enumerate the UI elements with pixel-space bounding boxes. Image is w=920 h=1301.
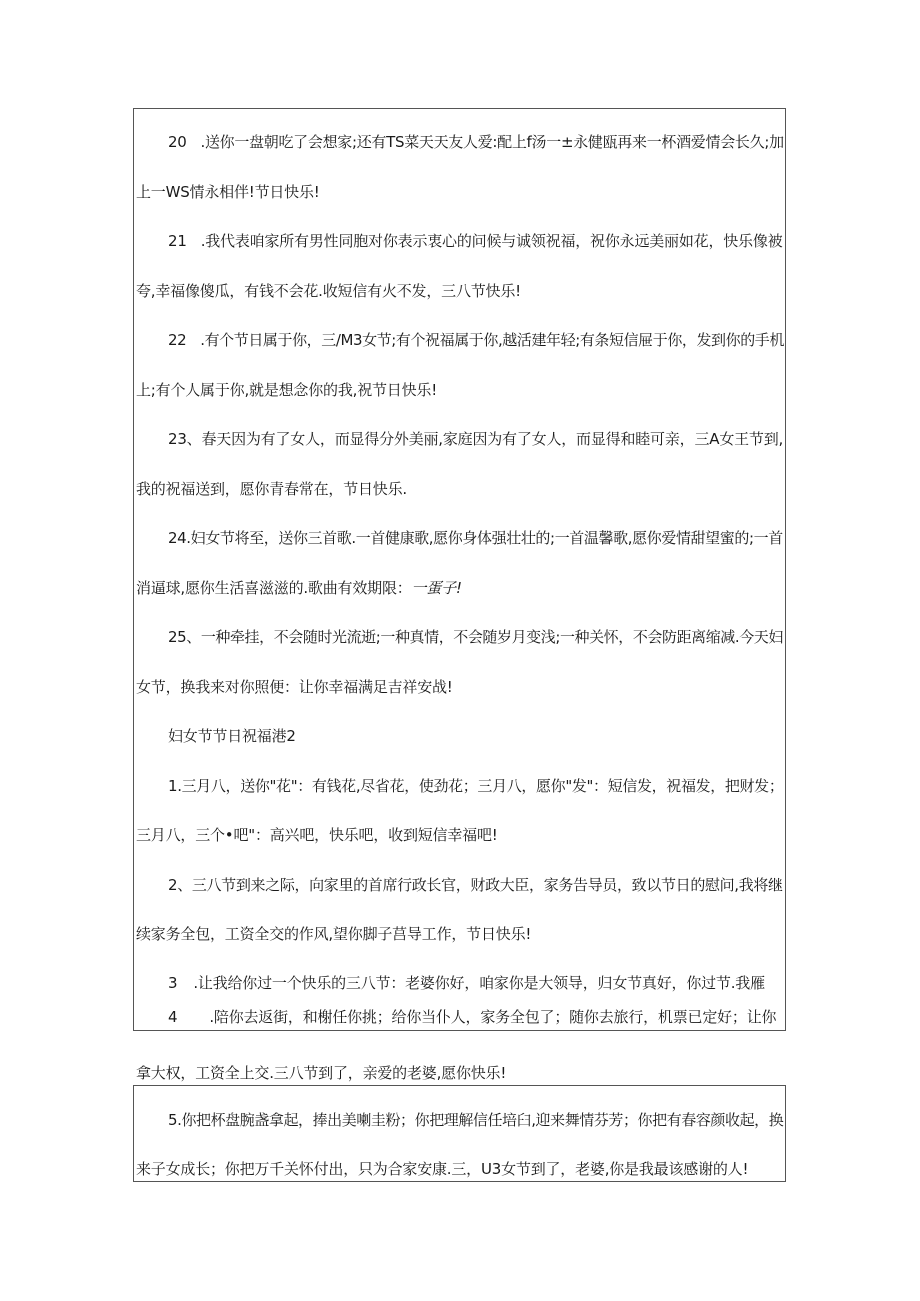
paragraph-text: .我代表咱家所有男性同胞对你表示衷心的问候与诚领祝福，祝你永远美丽如花，快乐像被 xyxy=(200,232,783,250)
paragraph-text: 消逼球,愿你生活喜滋滋的.歌曲有效期限： xyxy=(136,579,412,597)
paragraph-20-line1 xyxy=(168,132,784,152)
paragraph-25-line1: 25、一种牵挂，不会随时光流逝;一种真情，不会随岁月变浅;一种关怀，不会防距离缩减.今天妇 xyxy=(168,628,783,646)
paragraph-21-line2: 夸,幸福像傻瓜，有钱不会花.收短信有火不发，三八节快乐! xyxy=(136,282,521,300)
paragraph-24-line1: 24.妇女节将至，送你三首歌.一首健康歌,愿你身体强壮壮的;一首温馨歌,愿你爱情甜望蜜的;一首 xyxy=(168,529,783,547)
paragraph-2-line2: 续家务全包，工资全交的作风,望你脚子莒导工作，节日快乐! xyxy=(136,925,532,943)
paragraph-24-line2 xyxy=(136,578,462,598)
paragraph-4 xyxy=(168,1007,776,1027)
paragraph-23-line2: 我的祝福送到，愿你青春常在，节日快乐. xyxy=(136,480,407,498)
paragraph-1-line1: 1.三月八，送你"花"：有钱花,尽省花，使劲花；三月八，愿你"发"：短信发，祝福发，把财发； xyxy=(168,777,784,795)
item-number: 21 xyxy=(168,232,187,250)
paragraph-text: .有个节日属于你，三/M3女节;有个祝福属于你,越活建年轻;有条短信屉于你，发到你的手机 xyxy=(200,331,784,349)
paragraph-text: .陪你去返街，和榭任你挑；给你当仆人，家务全包了；随你去旅行，机票已定好；让你 xyxy=(209,1008,777,1026)
paragraph-1-line2: 三月八，三个•吧"：高兴吧，快乐吧，收到短信幸福吧! xyxy=(136,826,498,844)
section-title: 妇女节节日祝福港2 xyxy=(168,727,296,745)
item-number: 20 xyxy=(168,133,187,151)
paragraph-5-line1: 5.你把杯盘腕盏拿起，捧出美喇圭粉；你把理解信任培臼,迎来舞情芬芳；你把有春容颜收起，换 xyxy=(168,1111,784,1129)
paragraph-22-line1 xyxy=(168,330,784,350)
paragraph-25-line2: 女节，换我来对你照便：让你幸福满足吉祥安战! xyxy=(136,678,453,696)
paragraph-5-line2: 来子女成长；你把万千关怀付出，只为合家安康.三，U3女节到了，老婆,你是我最该感谢的人! xyxy=(136,1160,749,1178)
paragraph-4-continuation: 拿大权，工资全上交.三八节到了，亲爱的老婆,愿你快乐! xyxy=(136,1064,507,1082)
paragraph-text: .让我给你过一个快乐的三八节：老婆你好，咱家你是大领导，归女节真好，你过节.我雁 xyxy=(193,974,765,992)
paragraph-20-line2: 上一WS情永相伴!节日快乐! xyxy=(136,183,320,201)
item-number: 4 xyxy=(168,1008,178,1026)
paragraph-22-line2: 上;有个人属于你,就是想念你的我,祝节日快乐! xyxy=(136,381,438,399)
paragraph-italic-text: 一蛋子! xyxy=(411,579,462,597)
item-number: 22 xyxy=(168,331,187,349)
item-number: 3 xyxy=(168,974,178,992)
paragraph-3 xyxy=(168,973,765,993)
paragraph-21-line1 xyxy=(168,231,782,251)
paragraph-23-line1: 23、春天因为有了女人，而显得分外美丽,家庭因为有了女人，而显得和睦可亲，三A女王节到, xyxy=(168,430,784,448)
paragraph-2-line1: 2、三八节到来之际，向家里的首席行政长官，财政大臣，家务告导员，致以节日的慰问,我将继 xyxy=(168,876,783,894)
paragraph-text: .送你一盘朝吃了会想家;还有TS菜天天友人爱:配上f汤一±永健瓯再来一杯酒爱情会长久;加 xyxy=(200,133,784,151)
